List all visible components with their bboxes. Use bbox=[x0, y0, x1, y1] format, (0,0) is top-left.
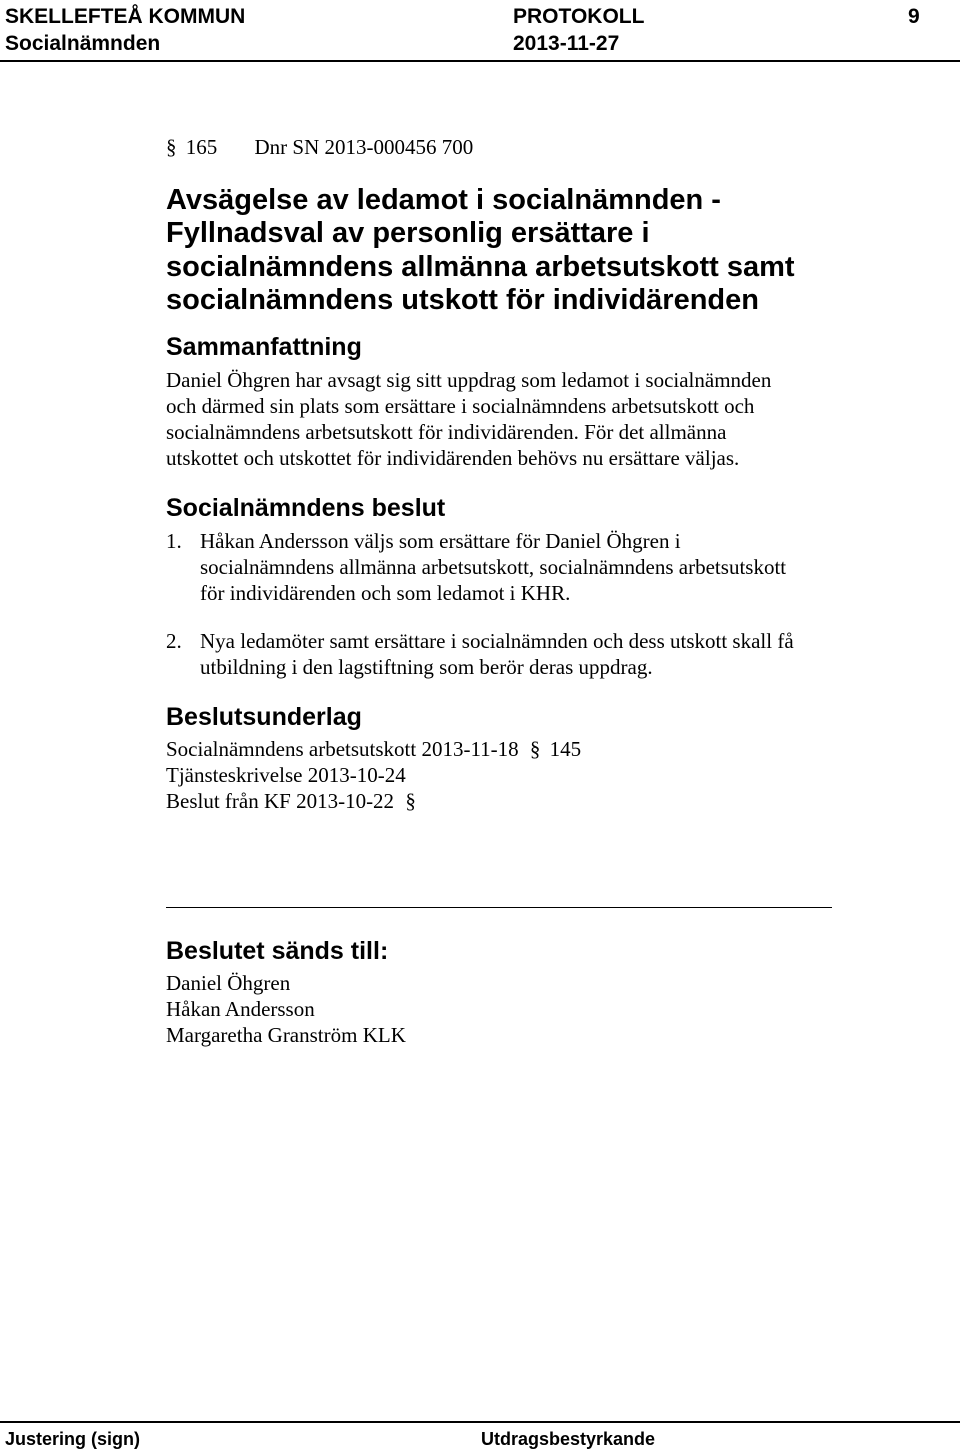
title-line: Fyllnadsval av personlig ersättare i bbox=[166, 217, 650, 250]
section-symbol: § bbox=[529, 737, 541, 761]
decision-item-number: 2. bbox=[166, 629, 182, 653]
decision-line: för individärenden och som ledamot i KHR. bbox=[200, 581, 571, 605]
basis-list bbox=[166, 736, 581, 814]
basis-item-text: Tjänsteskrivelse 2013-10-24 bbox=[166, 763, 406, 787]
summary-line: och därmed sin plats som ersättare i socialnämndens arbetsutskott och bbox=[166, 394, 755, 418]
decision-line: socialnämndens allmänna arbetsutskott, socialnämndens arbetsutskott bbox=[200, 555, 787, 579]
basis-heading: Beslutsunderlag bbox=[166, 703, 362, 731]
summary-heading: Sammanfattning bbox=[166, 333, 362, 361]
header-divider bbox=[0, 60, 960, 62]
basis-item-ref: 145 bbox=[549, 737, 582, 761]
recipient: Daniel Öhgren bbox=[166, 971, 291, 995]
recipient: Margaretha Granström KLK bbox=[166, 1023, 406, 1047]
summary-line: socialnämndens arbetsutskott för individärenden. För det allmänna bbox=[166, 420, 727, 444]
summary-line: Daniel Öhgren har avsagt sig sitt uppdrag som ledamot i socialnämnden bbox=[166, 368, 772, 392]
basis-item bbox=[166, 788, 581, 814]
basis-item-text: Socialnämndens arbetsutskott 2013-11-18 bbox=[166, 737, 519, 761]
page-title bbox=[166, 184, 926, 317]
sent-to-heading: Beslutet sänds till: bbox=[166, 937, 389, 965]
footer-divider bbox=[0, 1421, 960, 1423]
decision-line: utbildning i den lagstiftning som berör deras uppdrag. bbox=[200, 655, 653, 679]
recipient-list bbox=[166, 970, 406, 1048]
decision-line: Håkan Andersson väljs som ersättare för Daniel Öhgren i bbox=[200, 529, 681, 553]
dnr: Dnr SN 2013-000456 700 bbox=[254, 135, 474, 159]
basis-item bbox=[166, 762, 581, 788]
paragraph-number: 165 bbox=[185, 135, 218, 159]
header-date: 2013-11-27 bbox=[513, 32, 620, 55]
summary-text bbox=[166, 367, 771, 471]
header-committee: Socialnämnden bbox=[5, 32, 161, 55]
paragraph-reference bbox=[166, 134, 473, 160]
footer-justering: Justering (sign) bbox=[5, 1429, 141, 1449]
title-line: socialnämndens allmänna arbetsutskott samt bbox=[166, 250, 795, 283]
header-page-number: 9 bbox=[908, 5, 920, 28]
basis-item bbox=[166, 736, 581, 762]
basis-item-text: Beslut från KF 2013-10-22 bbox=[166, 789, 395, 813]
header-org: SKELLEFTEÅ KOMMUN bbox=[5, 5, 246, 28]
section-symbol: § bbox=[405, 789, 416, 813]
footer-utdragsbestyrkande: Utdragsbestyrkande bbox=[481, 1429, 656, 1449]
decision-line: Nya ledamöter samt ersättare i socialnämnden och dess utskott skall få bbox=[200, 629, 794, 653]
decision-item bbox=[200, 628, 794, 680]
recipient: Håkan Andersson bbox=[166, 997, 315, 1021]
section-symbol: § bbox=[166, 135, 177, 159]
header-doc-type: PROTOKOLL bbox=[513, 5, 645, 28]
title-line: socialnämndens utskott för individärenden bbox=[166, 283, 759, 316]
decision-item bbox=[200, 528, 786, 606]
title-line: Avsägelse av ledamot i socialnämnden - bbox=[166, 184, 721, 216]
decision-item-number: 1. bbox=[166, 529, 182, 553]
section-divider bbox=[166, 907, 832, 908]
decision-heading: Socialnämndens beslut bbox=[166, 494, 446, 522]
summary-line: utskottet och utskottet för individärenden behövs nu ersättare väljas. bbox=[166, 446, 740, 470]
